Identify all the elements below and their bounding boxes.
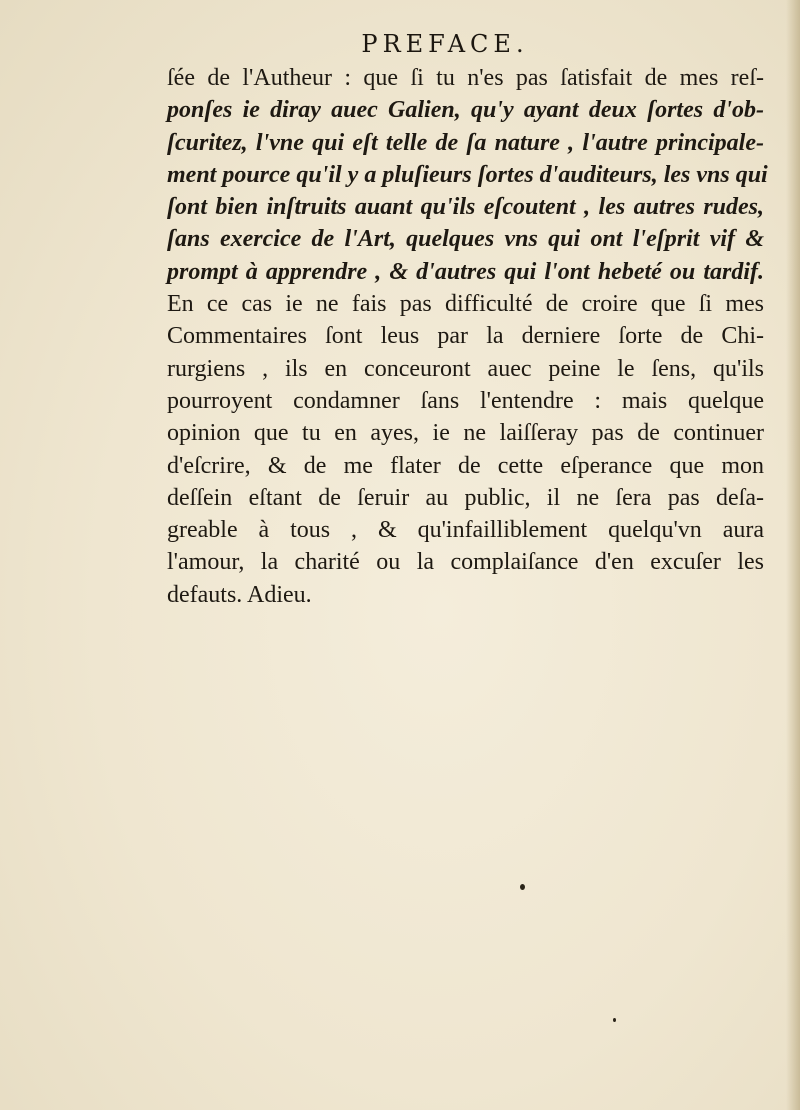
text-line: ſont bien inſtruits auant qu'ils eſcoutent , les autres rudes, xyxy=(167,194,764,221)
preface-body xyxy=(167,62,768,611)
text-line: ſans exercice de l'Art, quelques vns qui ont l'eſprit vif & xyxy=(167,226,764,253)
text-line: En ce cas ie ne fais pas difficulté de croire que ſi mes xyxy=(167,291,764,318)
page-edge-shadow xyxy=(786,0,800,1110)
text-line: ſée de l'Autheur : que ſi tu n'es pas ſatisfait de mes reſ- xyxy=(167,65,764,91)
text-line: greable à tous , & qu'infailliblement quelqu'vn aura xyxy=(167,517,764,544)
text-line: Commentaires ſont leus par la derniere ſorte de Chi- xyxy=(167,323,764,350)
ink-spot xyxy=(520,884,525,890)
text-line: deſſein eſtant de ſeruir au public, il ne ſera pas deſa- xyxy=(167,484,764,511)
text-line: l'amour, la charité ou la complaiſance d'en excuſer les xyxy=(167,549,764,576)
text-line: ſcuritez, l'vne qui eſt telle de ſa nature , l'autre principale- xyxy=(167,129,764,156)
text-line: prompt à apprendre , & d'autres qui l'ont hebeté ou tardif. xyxy=(167,258,764,285)
text-line: ponſes ie diray auec Galien, qu'y ayant deux ſortes d'ob- xyxy=(167,97,764,124)
text-line: d'eſcrire, & de me flater de cette eſperance que mon xyxy=(167,452,764,479)
text-line: rurgiens , ils en conceuront auec peine le ſens, qu'ils xyxy=(167,355,764,382)
text-line: pourroyent condamner ſans l'entendre : mais quelque xyxy=(167,387,764,414)
running-head: PREFACE. xyxy=(361,30,529,58)
ink-spot xyxy=(613,1018,616,1022)
text-line: defauts. Adieu. xyxy=(167,581,312,608)
text-line: opinion que tu en ayes, ie ne laiſſeray pas de continuer xyxy=(167,420,764,447)
text-line: ment pource qu'il y a pluſieurs ſortes d'auditeurs, les vns qui xyxy=(167,161,768,188)
